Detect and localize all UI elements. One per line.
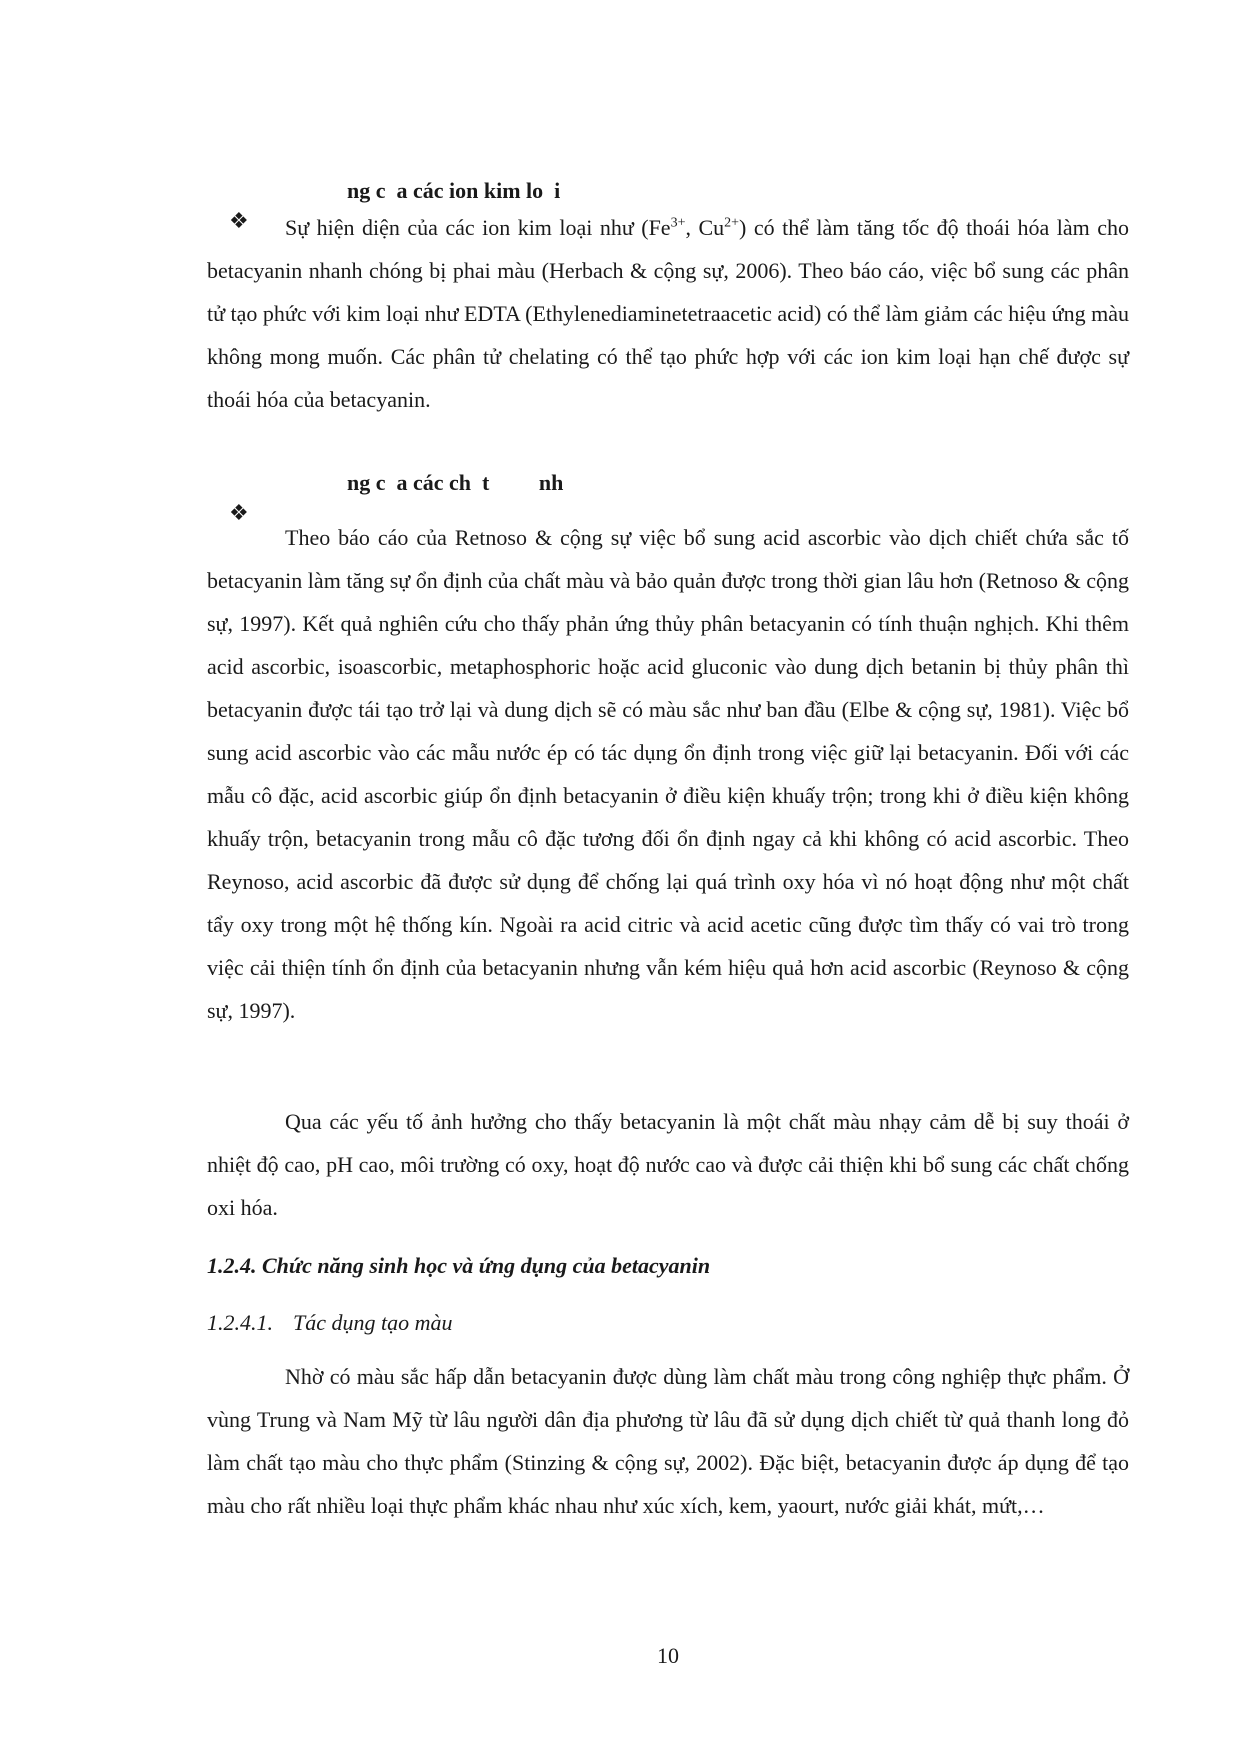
paragraph-coloring: Nhờ có màu sắc hấp dẫn betacyanin được dùng làm chất màu trong công nghiệp thực phẩm. Ở vùng Trung và Nam Mỹ từ lâu người dân địa phương từ lâu đã sử dụng dịch chiết từ quả thanh long đỏ làm chất tạo màu cho thực phẩm (Stinzing & cộng sự, 2002). Đặc biệt, betacyanin được áp dụng để tạo màu cho rất nhiều loại thực phẩm khác nhau như xúc xích, kem, yaourt, nước giải khát, mứt,… bbox=[207, 1364, 1129, 1518]
subsection-title bbox=[207, 1308, 453, 1338]
paragraph-metal-ions: Sự hiện diện của các ion kim loại như ($Fe^{3+}$, $Cu^{2+}$) có thể làm tăng tốc độ thoái hóa làm cho betacyanin nhanh chóng bị phai màu (Herbach & cộng sự, 2006). Theo báo cáo, việc bổ sung các phân tử tạo phức với kim loại như EDTA (Ethylenediaminetetraacetic acid) có thể làm giảm các hiệu ứng màu không mong muốn. Các phân tử chelating có thể tạo phức hợp với các ion kim loại hạn chế được sự thoái hóa của betacyanin. bbox=[207, 215, 1130, 412]
page-number: 10 bbox=[657, 1643, 679, 1668]
heading-metal-ions: ❖ ng c a các ion kim lo i bbox=[229, 178, 561, 233]
heading-text: ng c a các ion kim lo i bbox=[347, 178, 561, 203]
paragraph-summary: Qua các yếu tố ảnh hưởng cho thấy betacyanin là một chất màu nhạy cảm dễ bị suy thoái ở nhiệt độ cao, pH cao, môi trường có oxy, hoạt độ nước cao và được cải thiện khi bổ sung các chất chống oxi hóa. bbox=[207, 1109, 1129, 1220]
document-page bbox=[207, 0, 1129, 1753]
subsection-label: Tác dụng tạo màu bbox=[293, 1310, 453, 1335]
section-title: 1.2.4. Chức năng sinh học và ứng dụng của betacyanin bbox=[207, 1253, 711, 1278]
heading-antioxidants: ❖ ng c a các ch t nh bbox=[229, 470, 564, 525]
paragraph-antioxidants: Theo báo cáo của Retnoso & cộng sự việc bổ sung acid ascorbic vào dịch chiết chứa sắc tố betacyanin làm tăng sự ổn định của chất màu và bảo quản được trong thời gian lâu hơn (Retnoso & cộng sự, 1997). Kết quả nghiên cứu cho thấy phản ứng thủy phân betacyanin có tính thuận nghịch. Khi thêm acid ascorbic, isoascorbic, metaphosphoric hoặc acid gluconic vào dung dịch betanin bị thủy phân thì betacyanin được tái tạo trở lại và dung dịch sẽ có màu sắc như ban đầu (Elbe & cộng sự, 1981). Việc bổ sung acid ascorbic vào các mẫu nước ép có tác dụng ổn định trong việc giữ lại betacyanin. Đối với các mẫu cô đặc, acid ascorbic giúp ổn định betacyanin ở điều kiện khuấy trộn; trong khi ở điều kiện không khuấy trộn, betacyanin trong mẫu cô đặc tương đối ổn định ngay cả khi không có acid ascorbic. Theo Reynoso, acid ascorbic đã được sử dụng để chống lại quá trình oxy hóa vì nó hoạt động như một chất tẩy oxy trong một hệ thống kín. Ngoài ra acid citric và acid acetic cũng được tìm thấy có vai trò trong việc cải thiện tính ổn định của betacyanin nhưng vẫn kém hiệu quả hơn acid ascorbic (Reynoso & cộng sự, 1997). bbox=[207, 525, 1129, 1023]
heading-text: ng c a các ch t nh bbox=[347, 470, 564, 495]
subsection-number: 1.2.4.1. bbox=[207, 1310, 273, 1335]
